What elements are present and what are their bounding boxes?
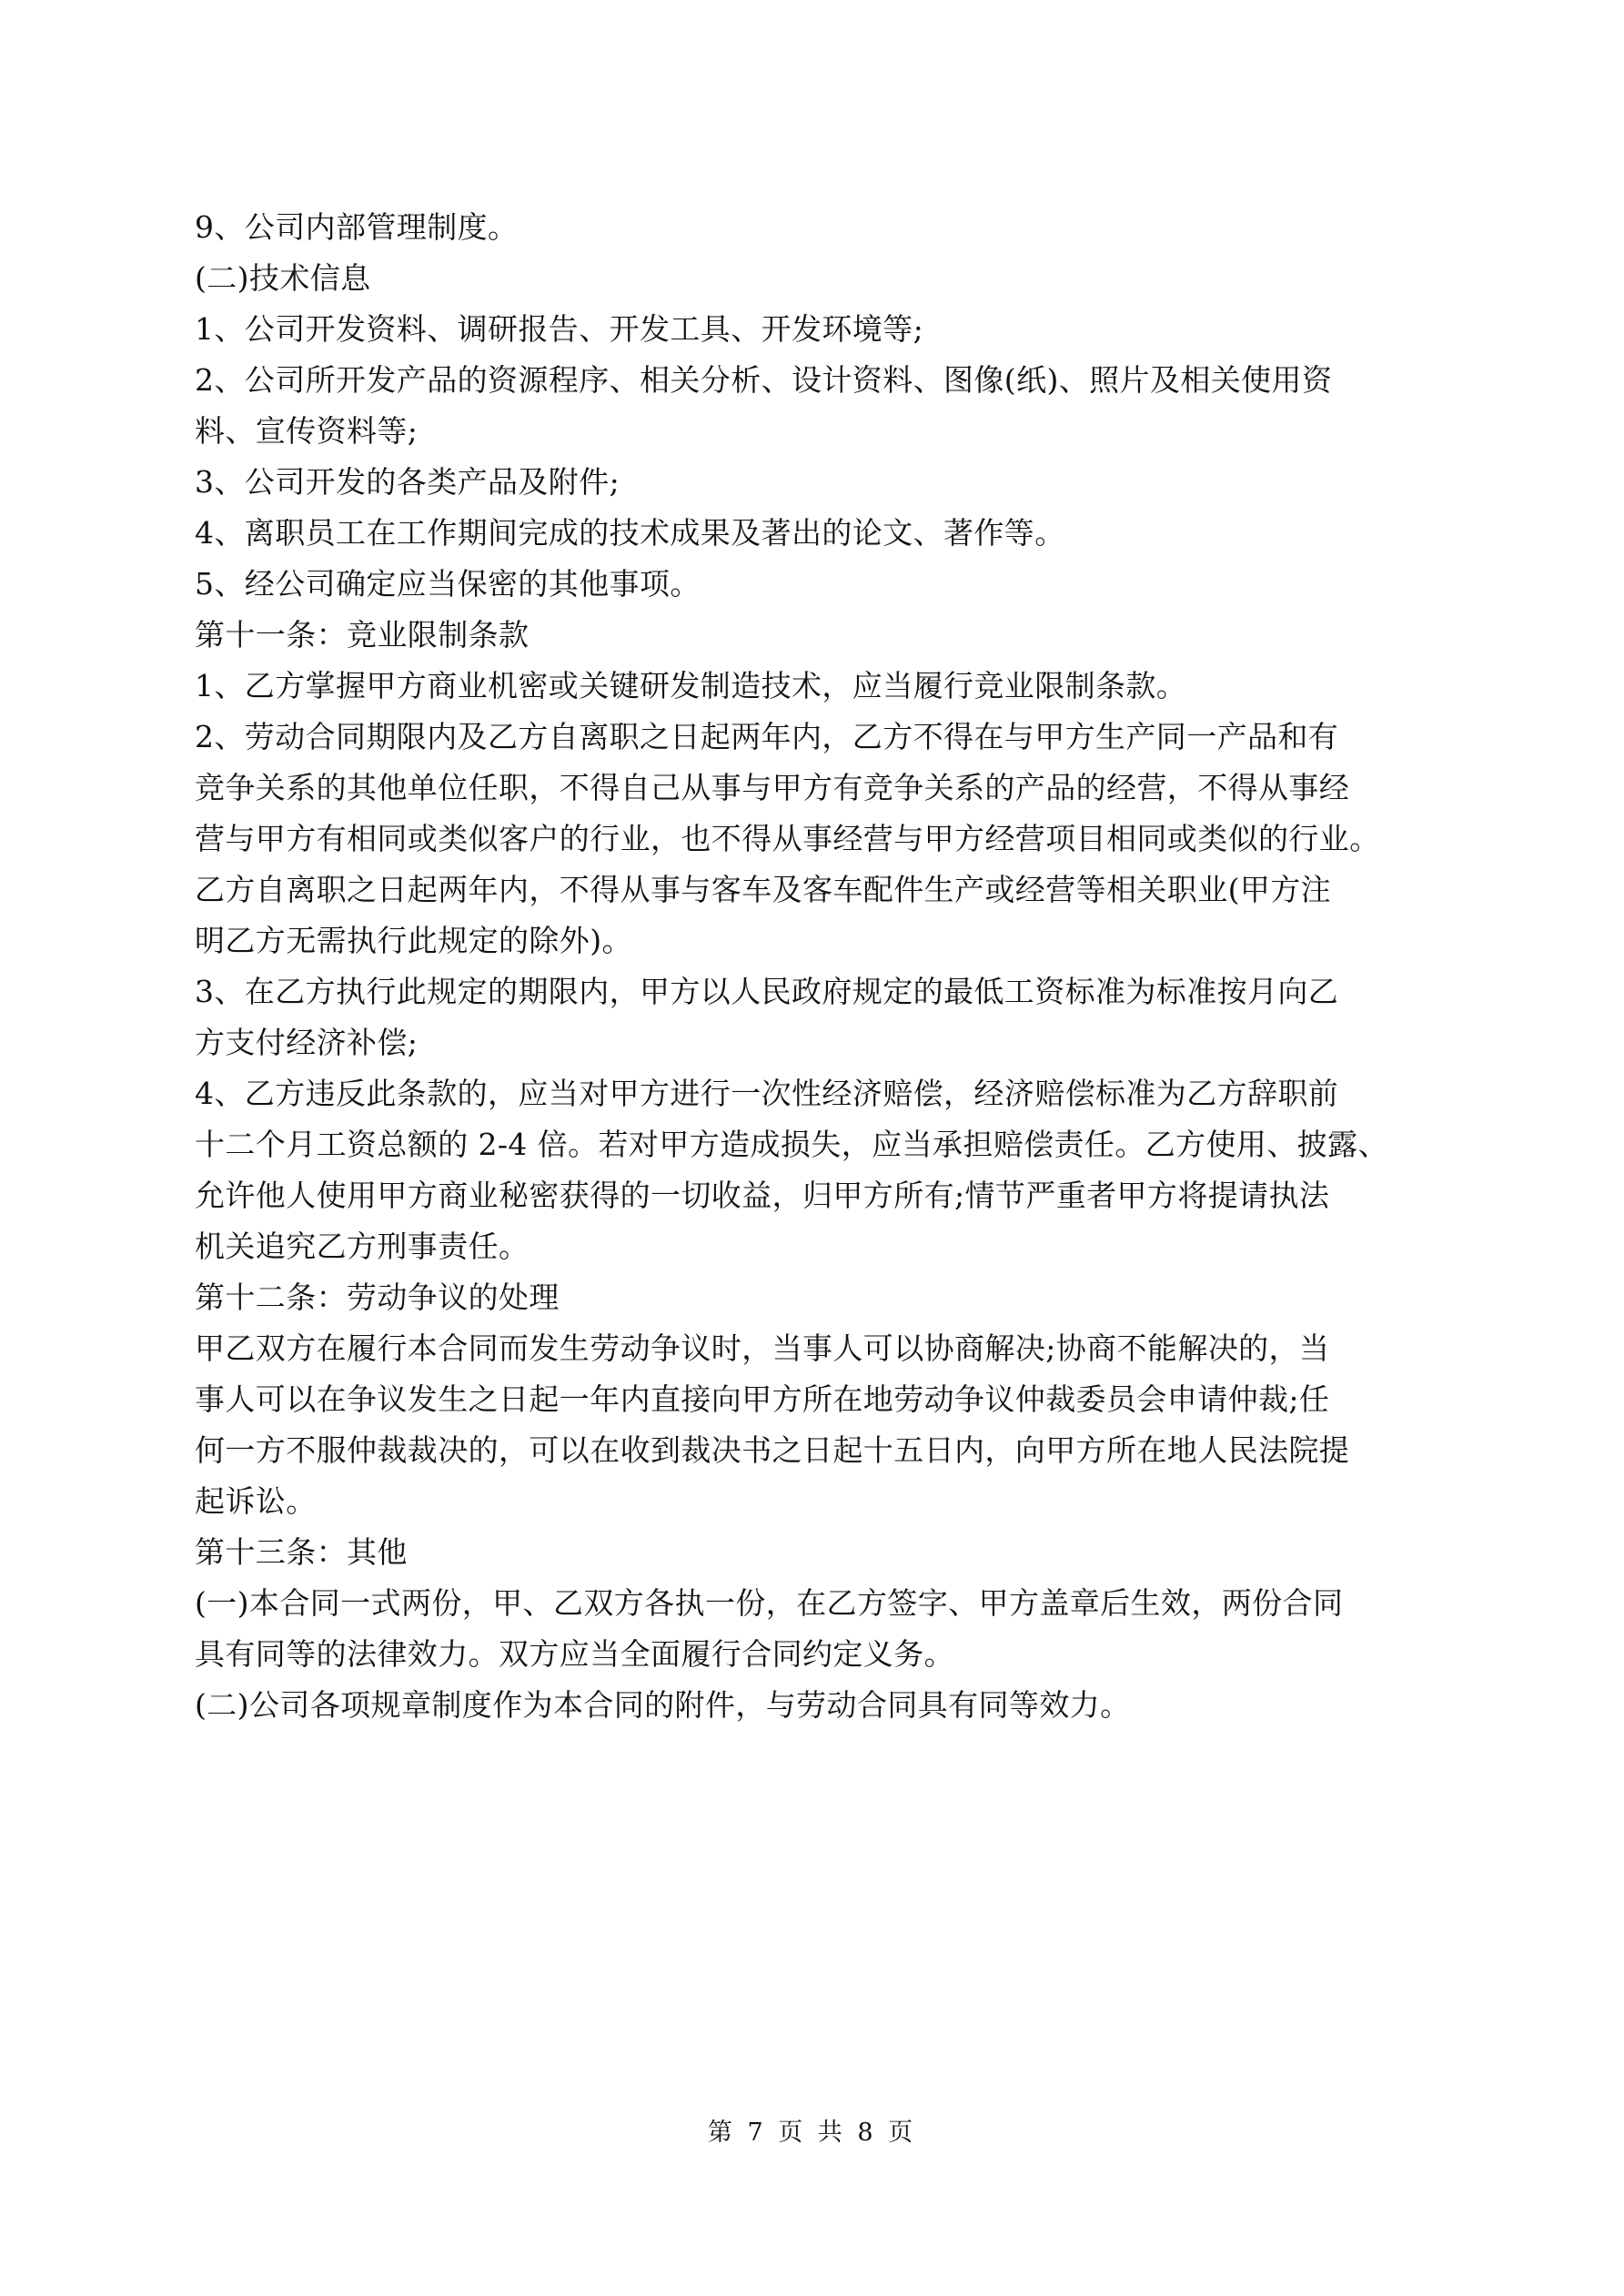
text-line-art13-1: (一)本合同一式两份，甲、乙双方各执一份，在乙方签字、甲方盖章后生效，两份合同: [195, 1585, 1344, 1621]
text-line-art11-4-cont-3: 机关追究乙方刑事责任。: [195, 1229, 530, 1264]
text-line-art12: 甲乙双方在履行本合同而发生劳动争议时，当事人可以协商解决;协商不能解决的，当: [195, 1330, 1330, 1366]
text-line-art11-2-cont-2: 营与甲方有相同或类似客户的行业，也不得从事经营与甲方经营项目相同或类似的行业。: [195, 821, 1380, 856]
text-line-tech-3: 3、公司开发的各类产品及附件;: [195, 464, 620, 500]
text-line-art11-2-cont-4: 明乙方无需执行此规定的除外)。: [195, 923, 632, 958]
text-line-art11-1: 1、乙方掌握甲方商业机密或关键研发制造技术，应当履行竞业限制条款。: [195, 668, 1187, 703]
text-line-art11-2: 2、劳动合同期限内及乙方自离职之日起两年内，乙方不得在与甲方生产同一产品和有: [195, 719, 1339, 754]
text-line-art11-3: 3、在乙方执行此规定的期限内，甲方以人民政府规定的最低工资标准为标准按月向乙: [195, 974, 1339, 1009]
text-line-art13-1-cont: 具有同等的法律效力。双方应当全面履行合同约定义务。: [195, 1636, 954, 1672]
text-line-tech-2: 2、公司所开发产品的资源程序、相关分析、设计资料、图像(纸)、照片及相关使用资: [195, 362, 1333, 398]
text-line-art12-cont-1: 事人可以在争议发生之日起一年内直接向甲方所在地劳动争议仲裁委员会申请仲裁;任: [195, 1381, 1330, 1417]
text-line-art12-cont-3: 起诉讼。: [195, 1483, 317, 1519]
text-line-art11-4-cont-1: 十二个月工资总额的 2-4 倍。若对甲方造成损失，应当承担赔偿责任。乙方使用、披露、: [195, 1127, 1388, 1162]
text-line-art13-2: (二)公司各项规章制度作为本合同的附件，与劳动合同具有同等效力。: [195, 1687, 1131, 1723]
article-heading-13: 第十三条：其他: [195, 1534, 408, 1570]
text-line-item-9: 9、公司内部管理制度。: [195, 209, 519, 245]
article-heading-12: 第十二条：劳动争议的处理: [195, 1279, 560, 1315]
text-line-art11-4: 4、乙方违反此条款的，应当对甲方进行一次性经济赔偿，经济赔偿标准为乙方辞职前: [195, 1076, 1339, 1111]
document-body: [195, 202, 1432, 1731]
text-line-tech-5: 5、经公司确定应当保密的其他事项。: [195, 566, 701, 602]
text-line-art12-cont-2: 何一方不服仲裁裁决的，可以在收到裁决书之日起十五日内，向甲方所在地人民法院提: [195, 1432, 1350, 1468]
section-heading-technical-info: (二)技术信息: [195, 260, 371, 296]
text-line-tech-1: 1、公司开发资料、调研报告、开发工具、开发环境等;: [195, 311, 924, 347]
page-number-footer: 第 7 页 共 8 页: [707, 2119, 917, 2147]
text-line-art11-2-cont-1: 竞争关系的其他单位任职，不得自己从事与甲方有竞争关系的产品的经营，不得从事经: [195, 770, 1350, 805]
text-line-tech-2-cont: 料、宣传资料等;: [195, 413, 419, 449]
article-heading-11: 第十一条：竞业限制条款: [195, 617, 530, 652]
text-line-tech-4: 4、离职员工在工作期间完成的技术成果及著出的论文、著作等。: [195, 515, 1065, 551]
text-line-art11-2-cont-3: 乙方自离职之日起两年内，不得从事与客车及客车配件生产或经营等相关职业(甲方注: [195, 872, 1332, 907]
text-line-art11-4-cont-2: 允许他人使用甲方商业秘密获得的一切收益，归甲方所有;情节严重者甲方将提请执法: [195, 1178, 1330, 1213]
text-line-art11-3-cont: 方支付经济补偿;: [195, 1025, 419, 1060]
